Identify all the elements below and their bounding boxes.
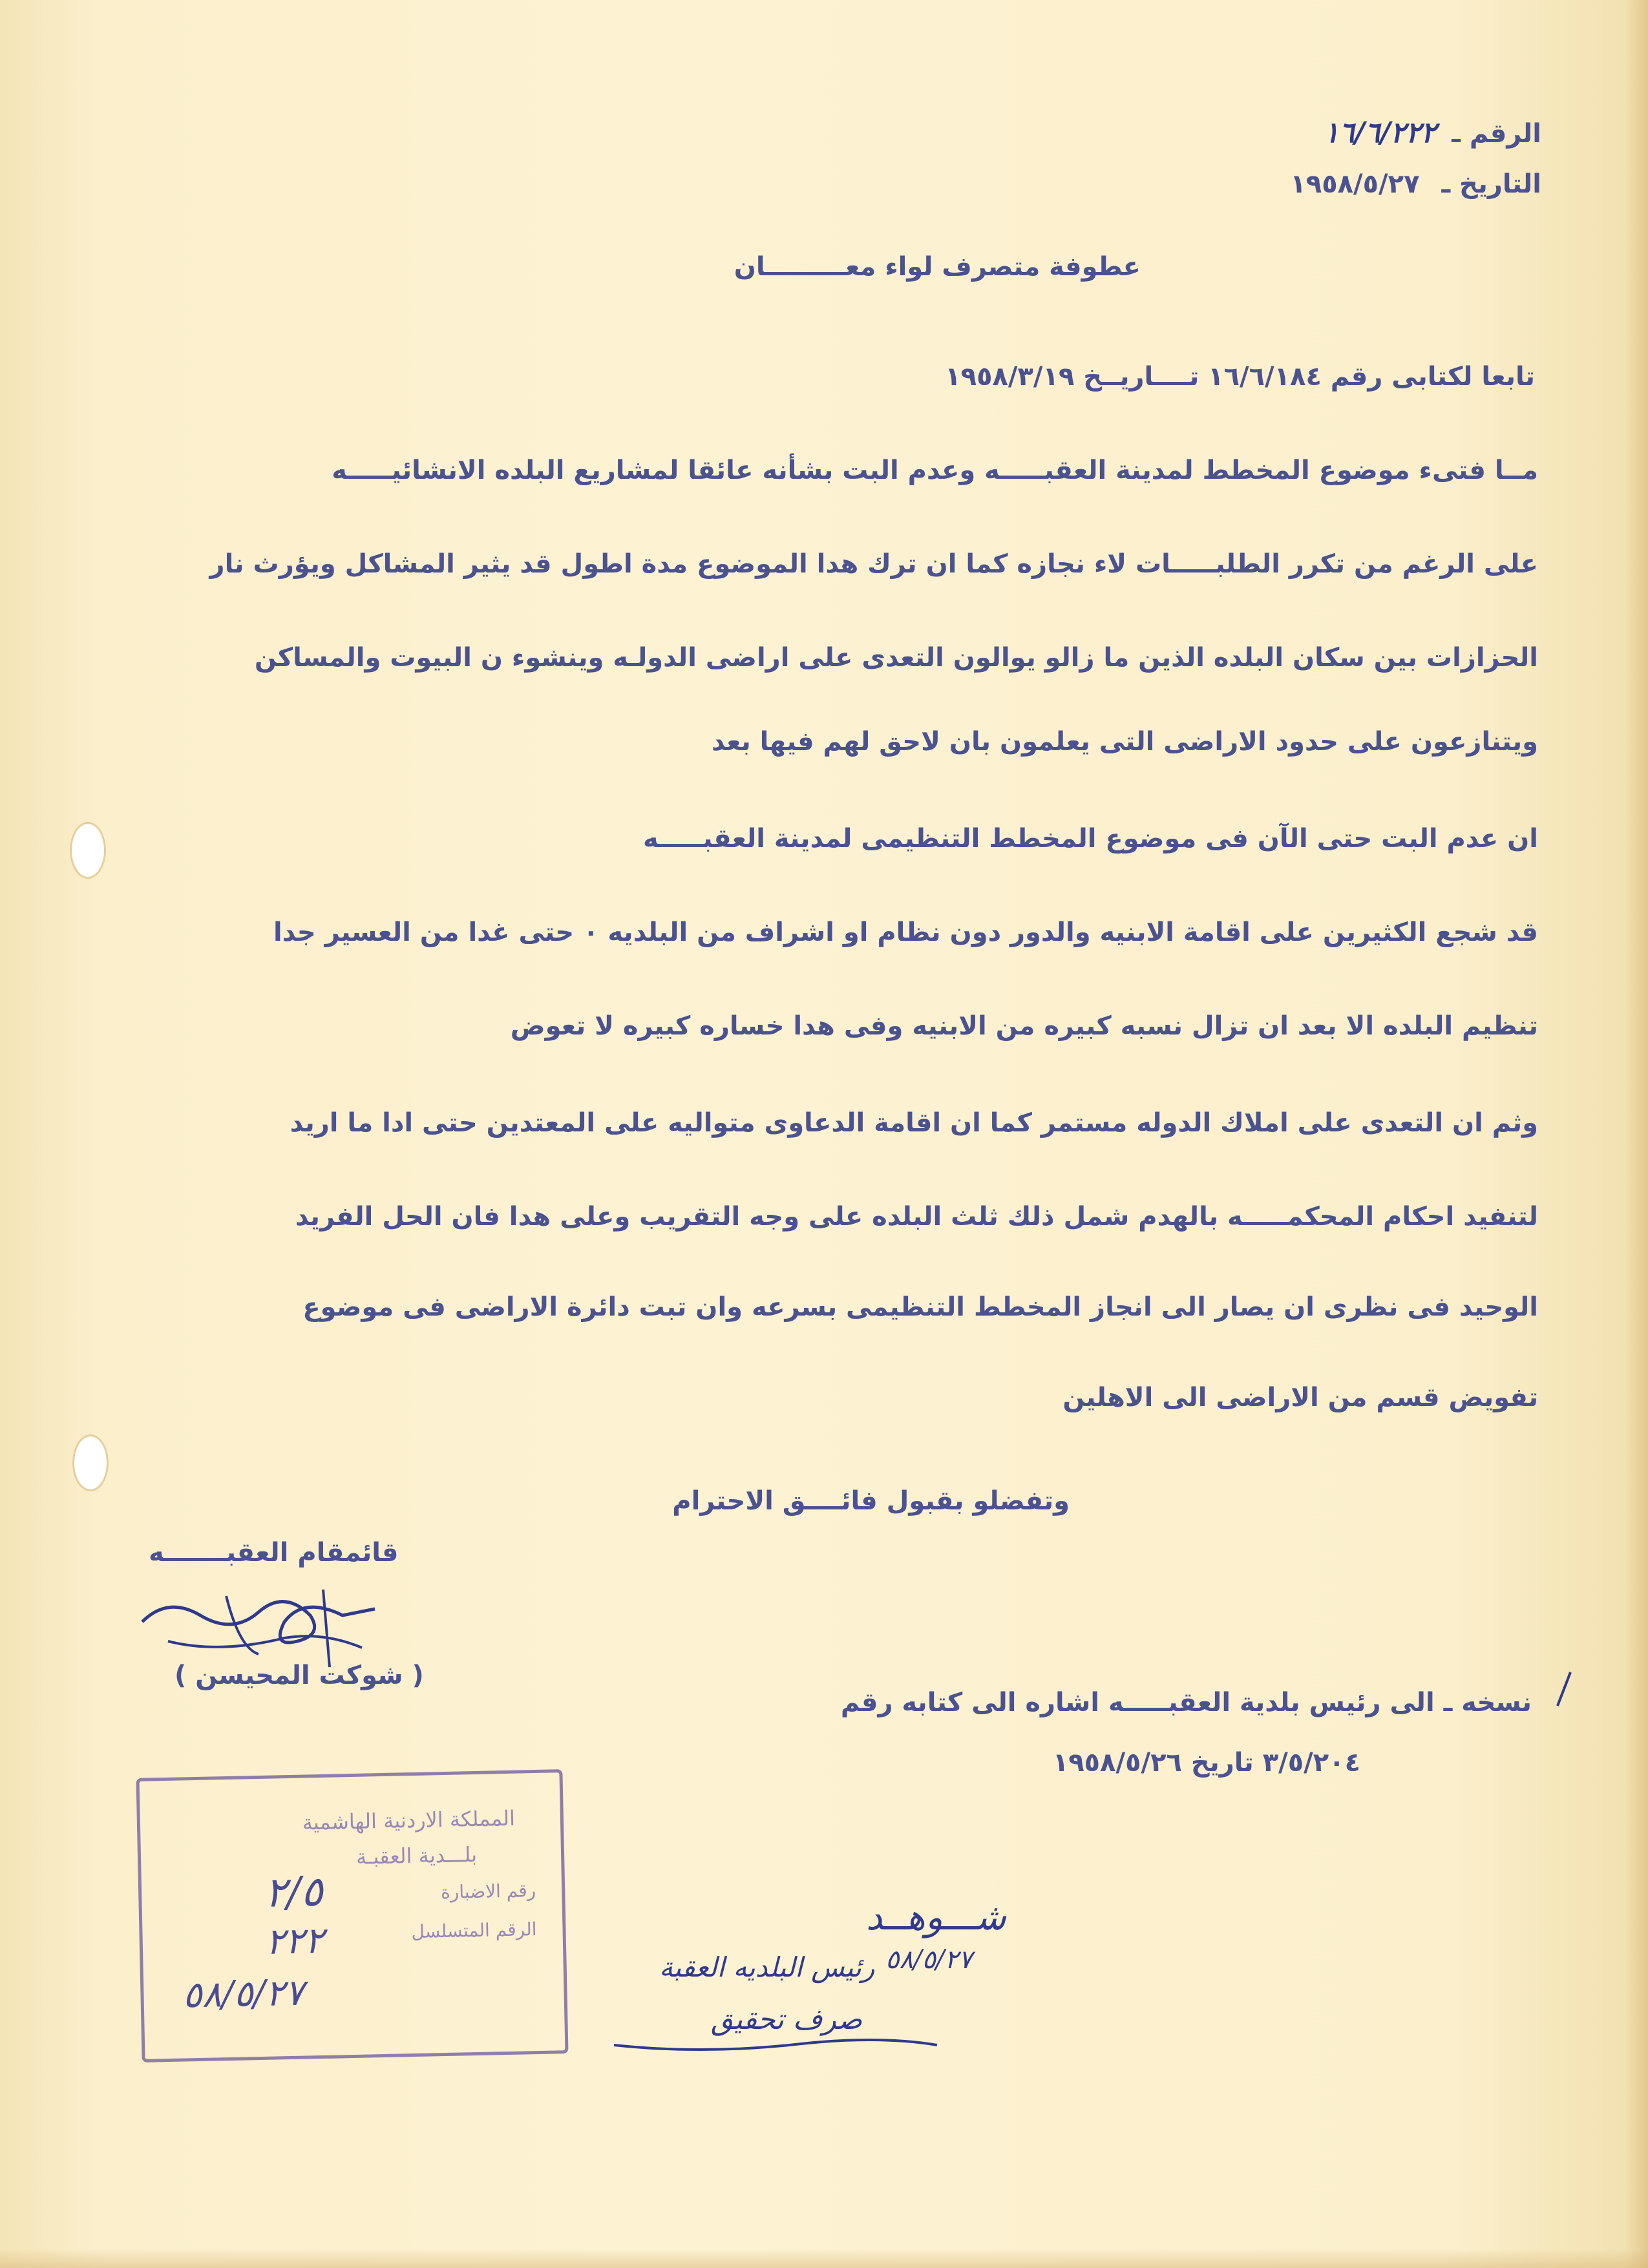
body-line-3: على الرغم من تكرر الطلبـــــات لاء نجازه كما ان ترك هدا الموضوع مدة اطول قد يثير المشاكل ويؤرث نار xyxy=(209,549,1538,579)
stamp-line-serial: الرقم المتسلسل xyxy=(411,1918,537,1943)
annotation-seen: شـــوهــد xyxy=(866,1896,1006,1938)
body-line-7: قد شجع الكثيرين على اقامة الابنيه والدور دون نظام او اشراف من البلديه ٠ حتى غدا من العسير جدا xyxy=(273,918,1538,947)
addressee: عطوفة متصرف لواء معـــــــــان xyxy=(734,252,1141,282)
copy-note-line-1: نسخه ـ الى رئيس بلدية العقبـــــه اشاره الى كتابه رقم xyxy=(840,1688,1532,1717)
paper-edge-shadow-right xyxy=(1625,0,1648,2268)
stamp-line-municipality: بلـــدية العقبـة xyxy=(355,1842,478,1869)
stamp-line-file-number: رقم الاضبارة xyxy=(440,1880,536,1904)
annotation-date: ٥٨/٥/٢٧ xyxy=(885,1945,973,1975)
punch-hole-bottom xyxy=(72,1434,109,1491)
body-line-5: ويتنازعون على حدود الاراضى التى يعلمون بان لاحق لهم فيها بعد xyxy=(712,727,1538,757)
annotation-bottom: صرف تحقيق xyxy=(711,2003,863,2036)
municipality-stamp xyxy=(136,1769,568,2063)
signatory-title: قائمقام العقبـــــــه xyxy=(149,1538,399,1568)
annotation-underline xyxy=(607,2026,944,2064)
date-value: ١٩٥٨/٥/٢٧ xyxy=(1290,169,1420,199)
reference-line xyxy=(1324,116,1541,149)
paper-edge-shadow-bottom xyxy=(0,2249,1648,2268)
body-line-2: مــا فتىء موضوع المخطط لمدينة العقبـــــه وعدم البت بشأنه عائقا لمشاريع البلده الانشائيـــــه xyxy=(332,456,1538,485)
body-line-9: وثم ان التعدى على املاك الدوله مستمر كما ان اقامة الدعاوى متواليه على المعتدين حتى ادا ما اريد xyxy=(290,1108,1538,1138)
date-label: التاريخ ـ xyxy=(1441,169,1541,199)
reference-number: ١٦/٦/٢٢٢ xyxy=(1324,116,1437,149)
annotation-mayor: رئيس البلديه العقبة xyxy=(659,1951,875,1983)
date-line xyxy=(1290,169,1541,199)
body-line-4: الحزازات بين سكان البلده الذين ما زالو يوالون التعدى على اراضى الدولـه وينشوء ن البيوت والمساكن xyxy=(254,643,1538,673)
stamp-handwritten-date: ٥٨/٥/٢٧ xyxy=(182,1971,305,2017)
reference-label: الرقم ـ xyxy=(1452,119,1541,149)
body-line-10: لتنفيد احكام المحكمـــــه بالهدم شمل ذلك ثلث البلده على وجه التقريب وعلى هدا فان الحل الفريد xyxy=(295,1202,1538,1232)
body-line-1: تابعا لكتابى رقم ١٦/٦/١٨٤ تــــاريــخ ١٩٥٨/٣/١٩ xyxy=(945,362,1535,392)
body-line-12: تفويض قسم من الاراضى الى الاهلين xyxy=(1062,1383,1538,1412)
body-line-11: الوحيد فى نظرى ان يصار الى انجاز المخطط التنظيمى بسرعه وان تبت دائرة الاراضى فى موضوع xyxy=(302,1292,1538,1322)
copy-note-line-2: ٣/٥/٢٠٤ تاريخ ١٩٥٨/٥/٢٦ xyxy=(1052,1748,1360,1778)
body-line-8: تنظيم البلده الا بعد ان تزال نسبه كبيره من الابنيه وفى هدا خساره كبيره لا تعوض xyxy=(510,1011,1538,1041)
margin-tick-mark xyxy=(1554,1667,1574,1712)
stamp-line-kingdom: المملكة الاردنية الهاشمية xyxy=(302,1805,516,1835)
stamp-handwritten-serial: ٢٢٢ xyxy=(265,1919,324,1963)
punch-hole-top xyxy=(70,822,106,879)
signatory-name: ( شوكت المحيسن ) xyxy=(174,1661,424,1690)
body-line-6: ان عدم البت حتى الآن فى موضوع المخطط التنظيمى لمدينة العقبـــــه xyxy=(642,824,1538,854)
stamp-handwritten-file: ٢/٥ xyxy=(264,1867,324,1917)
closing-line: وتفضلو بقبول فائــــق الاحترام xyxy=(672,1486,1070,1516)
